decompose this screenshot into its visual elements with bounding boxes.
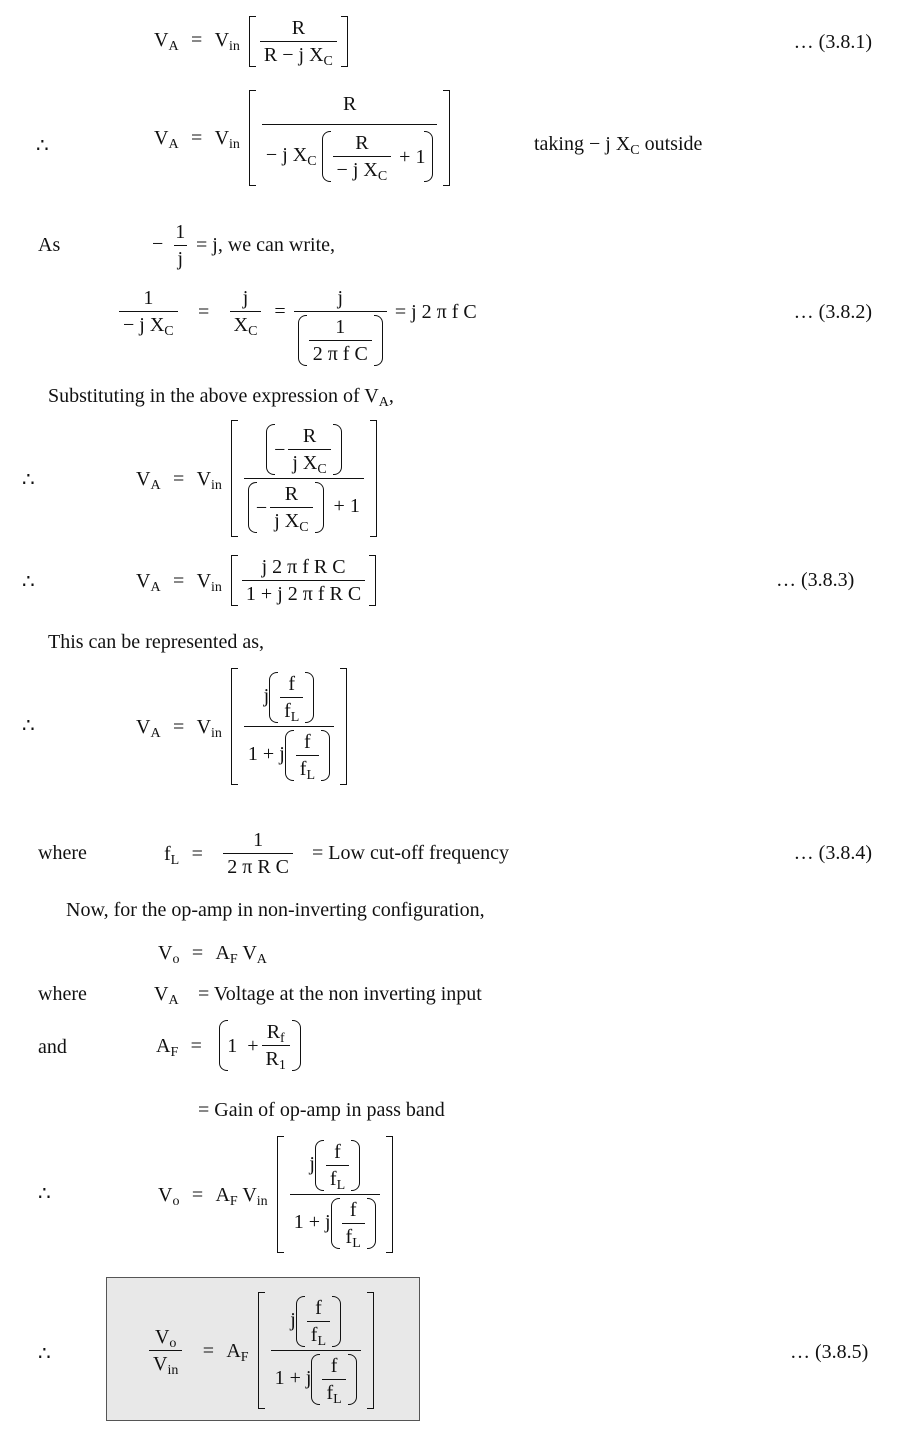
we-can-write: = j, we can write, xyxy=(196,234,336,256)
gain-pass-text: = Gain of op-amp in pass band xyxy=(198,1099,445,1121)
equation-va-fl: $V_A = V_{in}$ j $\frac{f}{f_L}$ 1 + j $\frac{f}{f_L}$ xyxy=(136,668,347,785)
equation-tag: … (3.8.5) xyxy=(790,1341,869,1363)
equation-tag: … (3.8.2) xyxy=(793,301,872,323)
equation-tag: … (3.8.1) xyxy=(793,31,872,53)
where-label: where xyxy=(38,983,87,1005)
therefore-symbol: ∴ xyxy=(38,1343,51,1365)
therefore-symbol: ∴ xyxy=(38,1183,51,1205)
equation-vo: $V_o = A_F$ $V_A$ xyxy=(158,942,267,967)
substituting-text: Substituting in the above expression of $V_A$, xyxy=(48,385,394,410)
minus-one-over-j: − $\frac{1}{j}$ xyxy=(152,221,186,270)
equation-3-8-3: $V_A = V_{in}$ $\frac{\text{j 2 π f R C}}{\text{1 + j 2 π f R C}}$ xyxy=(136,555,376,606)
equation-3-8-2: $\frac{1}{- j X_C}$ = $\frac{j}{X_C}$ = $\frac{j}{\frac{1}{\text{2 π f C}}}$ = j 2 π f C xyxy=(116,288,477,366)
represented-text: This can be represented as, xyxy=(48,631,265,653)
equation-af: $A_F = 1$ + $\frac{R_f}{R_1}$ xyxy=(156,1020,301,1071)
equation-vo-full: $V_o = A_F$ $V_{in}$ j $\frac{f}{f_L}$ 1 + j $\frac{f}{f_L}$ xyxy=(158,1136,393,1253)
voltage-noninv-text: = Voltage at the non inverting input xyxy=(198,983,482,1005)
therefore-symbol: ∴ xyxy=(22,715,35,737)
equation-3-8-1: $V_A = V_{in}$ $\frac{R}{R - j X_C}$ xyxy=(154,16,348,67)
equation-tag: … (3.8.3) xyxy=(776,569,855,591)
as-label: As xyxy=(38,234,61,256)
now-for-text: Now, for the op-amp in non-inverting configuration, xyxy=(66,899,485,921)
equation-va-expanded: $V_A = V_{in}$ R − j $X_C$ $\frac{R}{- j X_C}$ + 1 xyxy=(154,90,450,186)
where-label: where xyxy=(38,842,87,864)
va-symbol: $V_A$ xyxy=(154,983,179,1008)
therefore-symbol: ∴ xyxy=(22,469,35,491)
therefore-symbol: ∴ xyxy=(36,135,49,157)
low-cutoff-text: = Low cut-off frequency xyxy=(312,842,509,864)
taking-outside-note: taking − j $X_C$ outside xyxy=(534,133,703,158)
equation-3-8-5: $\frac{V_o}{V_{in}}$ = $A_F$ j $\frac{f}{f_L}$ 1 + j $\frac{f}{f_L}$ xyxy=(146,1292,374,1409)
therefore-symbol: ∴ xyxy=(22,571,35,593)
equation-va-substituted: $V_A = V_{in}$ − $\frac{R}{j X_C}$ − $\frac{R}{j X_C}$ + 1 xyxy=(136,420,377,537)
equation-3-8-4: $f_L$ = $\frac{1}{\text{2 π R C}}$ xyxy=(164,830,296,877)
and-label: and xyxy=(38,1036,67,1058)
equation-tag: … (3.8.4) xyxy=(793,842,872,864)
